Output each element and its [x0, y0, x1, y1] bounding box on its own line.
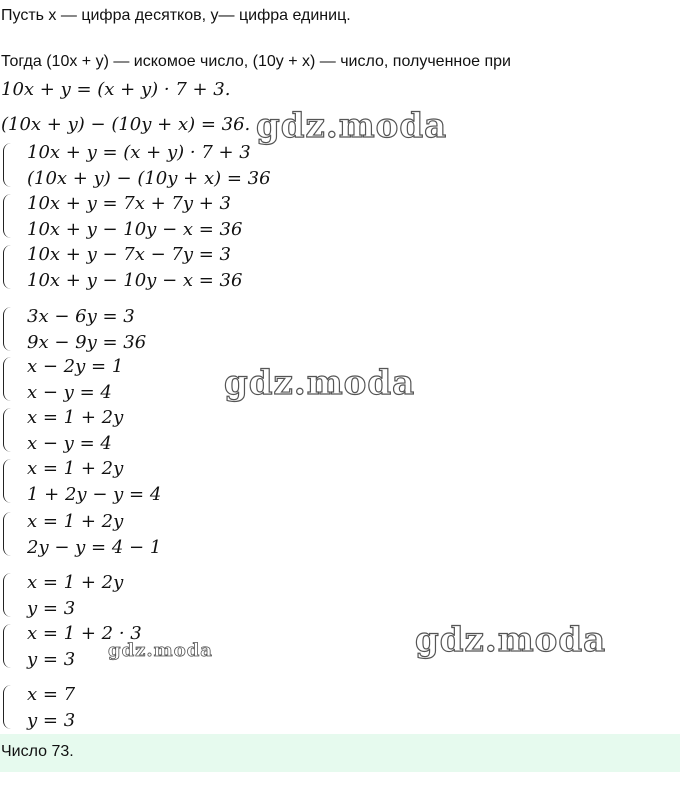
system-equation: 10x + y − 10y − x = 36 [27, 219, 243, 240]
system-equation: y = 3 [27, 649, 76, 670]
system-brace [3, 624, 14, 668]
system-equation: x = 1 + 2y [27, 511, 124, 532]
system-equation: 2y − y = 4 − 1 [27, 537, 162, 558]
system-equation: 1 + 2y − y = 4 [27, 484, 162, 505]
system-brace [3, 357, 14, 401]
system-equation: x = 1 + 2y [27, 407, 124, 428]
system-equation: 3x − 6y = 3 [27, 306, 135, 327]
system-equation: y = 3 [27, 598, 76, 619]
system-equation: x = 7 [27, 684, 76, 705]
watermark: gdz.moda [108, 640, 213, 661]
system-equation: 10x + y − 10y − x = 36 [27, 270, 243, 291]
system-brace [3, 459, 14, 503]
system-brace [3, 143, 14, 187]
system-equation: 10x + y = 7x + 7y + 3 [27, 193, 232, 214]
system-equation: x − y = 4 [27, 433, 112, 454]
equation-main: 10x + y = (x + y) · 7 + 3. [1, 79, 231, 100]
watermark: gdz.moda [415, 620, 607, 660]
watermark: gdz.moda [256, 106, 448, 146]
system-equation: x − y = 4 [27, 382, 112, 403]
system-equation: x − 2y = 1 [27, 356, 124, 377]
system-equation: 10x + y − 7x − 7y = 3 [27, 244, 232, 265]
watermark: gdz.moda [224, 363, 416, 403]
system-equation: x = 1 + 2 · 3 [27, 623, 142, 644]
equation-difference: (10x + y) − (10y + x) = 36. [1, 114, 251, 135]
answer-box [0, 734, 680, 772]
system-brace [3, 307, 14, 351]
system-equation: y = 3 [27, 710, 76, 731]
system-brace [3, 245, 14, 289]
system-equation: 9x − 9y = 36 [27, 332, 147, 353]
system-brace [3, 408, 14, 452]
system-equation: x = 1 + 2y [27, 572, 124, 593]
system-brace [3, 194, 14, 238]
intro-line-2: Тогда (10x + y) — искомое число, (10y + x) — число, полученное при [1, 53, 511, 70]
system-brace [3, 573, 14, 617]
system-brace [3, 512, 14, 556]
system-equation: x = 1 + 2y [27, 458, 124, 479]
answer-text: Число 73. [1, 743, 74, 760]
system-equation: 10x + y = (x + y) · 7 + 3 [27, 142, 251, 163]
intro-line-1: Пусть x — цифра десятков, y— цифра единиц. [1, 7, 351, 24]
system-equation: (10x + y) − (10y + x) = 36 [27, 168, 271, 189]
system-brace [3, 685, 14, 729]
